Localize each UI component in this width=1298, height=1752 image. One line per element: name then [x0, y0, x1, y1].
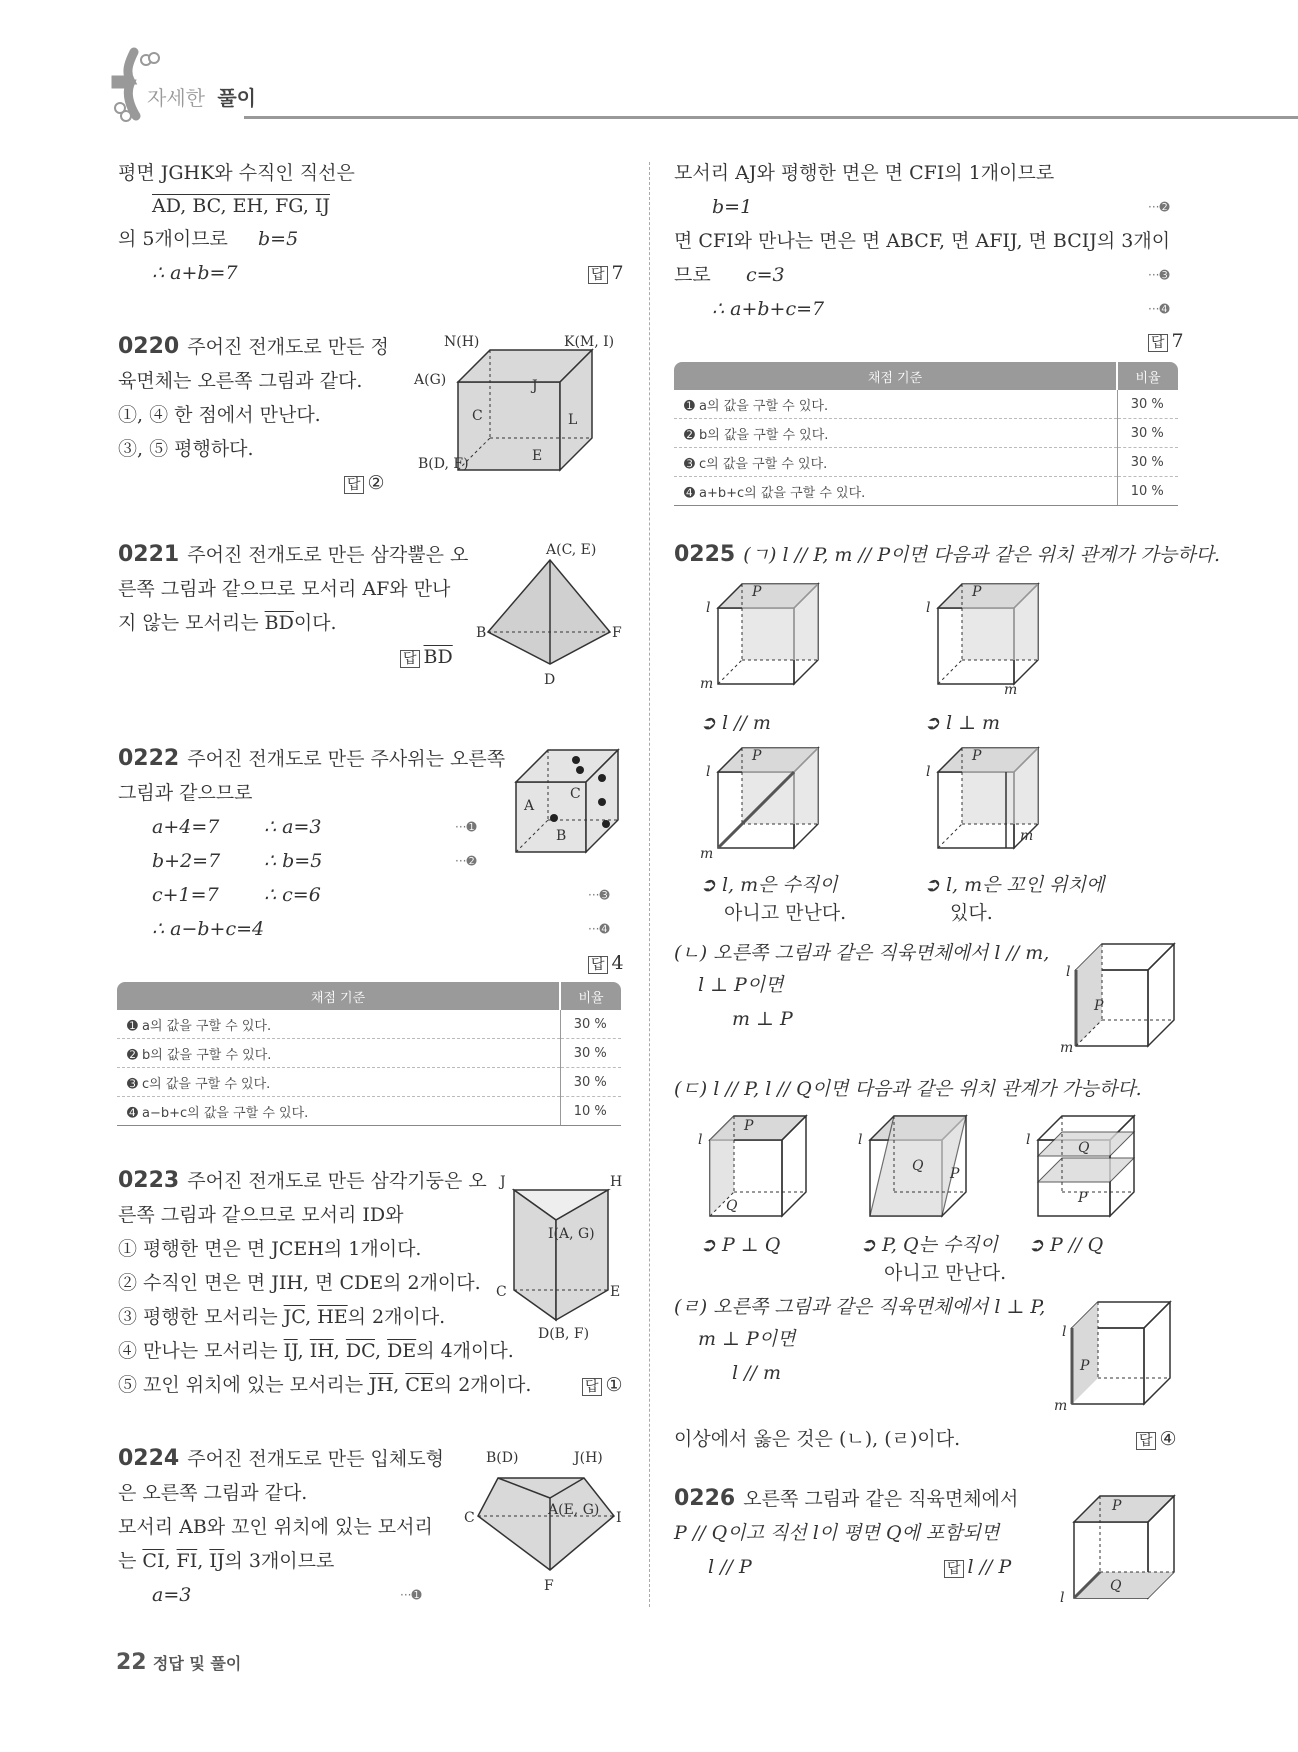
- cube-case-skew: [916, 740, 1056, 860]
- table-row: ➍ a+b+c의 값을 구할 수 있다. 10 %: [674, 477, 1178, 506]
- answer-icon: 답: [588, 266, 608, 284]
- p0224b-line1: 모서리 AJ와 평행한 면은 면 CFI의 1개이므로: [674, 162, 1055, 184]
- fig-label: E: [532, 448, 543, 464]
- fig-label: K(M, I): [564, 334, 615, 350]
- p0225-d3c: ➲ P // Q: [1028, 1234, 1104, 1256]
- svg-text:l: l: [698, 1132, 703, 1148]
- p0224b-line3: 면 CFI와 만나는 면은 면 ABCF, 면 AFIJ, 면 BCIJ의 3개이: [674, 230, 1171, 252]
- svg-text:l: l: [1060, 1590, 1065, 1606]
- fig-label: H: [610, 1174, 623, 1190]
- svg-text:P: P: [744, 1118, 754, 1134]
- svg-text:P: P: [1094, 998, 1104, 1014]
- svg-text:P: P: [752, 584, 762, 600]
- answer-icon: 답: [400, 650, 420, 668]
- p0219-line3: 의 5개이므로: [118, 228, 228, 250]
- p0220-answer: 답 ②: [344, 472, 385, 494]
- p0220-line4: ③, ⑤ 평행하다.: [118, 438, 254, 460]
- svg-text:m: m: [700, 846, 714, 860]
- p0222-answer: 답 4: [588, 952, 624, 974]
- p0222-number: 0222: [118, 746, 180, 771]
- cube-case-PparQ: [1022, 1106, 1152, 1226]
- p0225-case4a: ➲ l, m은 꼬인 위치에: [924, 874, 1105, 896]
- table-row: ➌ c의 값을 구할 수 있다. 30 %: [674, 448, 1178, 477]
- p0225-d2a: ➲ P, Q는 수직이: [860, 1234, 999, 1256]
- p0221-line3: 지 않는 모서리는 $\overline{BD}$이다.: [118, 612, 337, 634]
- p0224b-line4b: c=3: [746, 264, 785, 286]
- svg-text:l: l: [706, 764, 711, 780]
- p0219-line4: ∴ a+b=7: [152, 262, 238, 284]
- p0219-line3b: b=5: [258, 228, 299, 250]
- p0225-n3: m ⊥ P: [732, 1008, 793, 1030]
- svg-text:l: l: [1026, 1132, 1031, 1148]
- p0222-r1b: ∴ a=3: [264, 816, 322, 838]
- fig-label: B: [476, 625, 487, 641]
- svg-text:l: l: [858, 1132, 863, 1148]
- grading-table-0222: 채점 기준 비율 ➊ a의 값을 구할 수 있다. 30 % ➋ b의 값을 구할 수 있다. 30 % ➌ c의 값을 구할 수 있다. 30 % ➍ a−b+c의 값을 구할 수 있다. 10 %: [117, 982, 621, 1126]
- p0220-line3: ①, ④ 한 점에서 만난다.: [118, 404, 321, 426]
- p0225-line1: 0225 (ㄱ) l // P, m // P이면 다음과 같은 위치 관계가 가능하다.: [674, 542, 1221, 567]
- prism-figure-0223: [494, 1172, 628, 1342]
- cube-case-parallel: [696, 576, 836, 696]
- answer-icon: 답: [344, 476, 364, 494]
- p0223-line4: ② 수직인 면은 면 JIH, 면 CDE의 2개이다.: [118, 1272, 481, 1294]
- table-row: ➍ a−b+c의 값을 구할 수 있다. 10 %: [117, 1097, 621, 1126]
- answer-icon: 답: [1136, 1432, 1156, 1450]
- p0224b-marker4: ···➍: [1148, 302, 1170, 316]
- p0225-d2b: 아니고 만난다.: [884, 1262, 1007, 1284]
- svg-text:P: P: [972, 748, 982, 764]
- p0224-number: 0224: [118, 1446, 180, 1471]
- p0222-r2a: b+2=7: [152, 850, 221, 872]
- p0225-r1: (ㄹ) 오른쪽 그림과 같은 직육면체에서 l ⊥ P,: [674, 1296, 1046, 1318]
- fig-label: F: [612, 625, 622, 641]
- p0226-line2: P // Q이고 직선 l이 평면 Q에 포함되면: [674, 1522, 1000, 1544]
- p0223-line3: ① 평행한 면은 면 JCEH의 1개이다.: [118, 1238, 422, 1260]
- p0224b-line4: 므로: [674, 264, 711, 286]
- footer-label: 정답 및 풀이: [152, 1654, 242, 1673]
- table-row: ➋ b의 값을 구할 수 있다. 30 %: [117, 1039, 621, 1068]
- cube-case-PperpQ: [694, 1106, 824, 1226]
- svg-text:P: P: [1112, 1498, 1122, 1514]
- solid-figure-0224: [462, 1446, 632, 1596]
- p0225-case3b: 아니고 만난다.: [724, 902, 847, 924]
- dice-figure-0222: [510, 742, 630, 862]
- p0221-line1: 0221 주어진 전개도로 만든 삼각뿔은 오: [118, 542, 469, 567]
- p0222-r3-marker: ···➌: [588, 888, 610, 902]
- fig-label: D: [544, 672, 556, 688]
- p0222-r2b: ∴ b=5: [264, 850, 323, 872]
- p0224-line4: 는 $\overline{CI}$, $\overline{FI}$, $\overline{IJ}$의 3개이므로: [118, 1550, 335, 1572]
- fig-label: J: [532, 378, 538, 394]
- p0225-n1: (ㄴ) 오른쪽 그림과 같은 직육면체에서 l // m,: [674, 942, 1050, 964]
- svg-text:P: P: [1078, 1190, 1088, 1206]
- fig-label: F: [544, 1578, 554, 1594]
- answer-icon: 답: [944, 1560, 964, 1578]
- table-row: ➊ a의 값을 구할 수 있다. 30 %: [674, 390, 1178, 419]
- table-row: ➋ b의 값을 구할 수 있다. 30 %: [674, 419, 1178, 448]
- fig-label: B(D): [486, 1450, 519, 1466]
- cuboid-figure-r: [1052, 1294, 1182, 1414]
- p0222-r3b: ∴ c=6: [264, 884, 321, 906]
- fig-label: J(H): [574, 1450, 603, 1466]
- fig-label: A: [524, 798, 535, 814]
- p0224-line5: a=3: [152, 1584, 192, 1606]
- p0225-number: 0225: [674, 542, 736, 567]
- p0222-r1-marker: ···➊: [455, 820, 477, 834]
- tetrahedron-figure-0221: [476, 540, 626, 690]
- p0225-conclusion: 이상에서 옳은 것은 (ㄴ), (ㄹ)이다.: [674, 1428, 961, 1450]
- fig-label: I: [616, 1510, 622, 1526]
- p0225-case3a: ➲ l, m은 수직이: [700, 874, 838, 896]
- page-number: 22: [116, 1650, 147, 1675]
- svg-text:l: l: [926, 764, 931, 780]
- p0219-line2: AD, BC, EH, FG, IJ: [152, 195, 331, 217]
- cube-figure-0220: [410, 330, 630, 480]
- p0225-r3: l // m: [732, 1362, 781, 1384]
- fig-label: C: [464, 1510, 475, 1526]
- answer-icon: 답: [582, 1378, 602, 1396]
- p0222-line1: 0222 주어진 전개도로 만든 주사위는 오른쪽: [118, 746, 506, 771]
- p0224-marker1: ···➊: [400, 1588, 422, 1602]
- p0225-n2: l ⊥ P이면: [698, 974, 784, 996]
- svg-text:l: l: [1062, 1324, 1067, 1340]
- svg-text:Q: Q: [726, 1198, 738, 1214]
- p0225-answer: 답 ④: [1136, 1428, 1177, 1450]
- svg-text:m: m: [1060, 1040, 1074, 1056]
- p0225-case4b: 있다.: [950, 902, 993, 924]
- p0224b-line5: ∴ a+b+c=7: [712, 298, 825, 320]
- p0223-number: 0223: [118, 1168, 180, 1193]
- p0226-answer: 답 l // P: [944, 1556, 1011, 1578]
- fig-label: B(D, F): [418, 456, 469, 472]
- fig-label: C: [570, 786, 581, 802]
- p0226-line1: 0226 오른쪽 그림과 같은 직육면체에서: [674, 1486, 1019, 1511]
- svg-text:P: P: [950, 1166, 960, 1182]
- grading-table-0224: 채점 기준 비율 ➊ a의 값을 구할 수 있다. 30 % ➋ b의 값을 구할 수 있다. 30 % ➌ c의 값을 구할 수 있다. 30 % ➍ a+b+c의 값을 구할 수 있다. 10 %: [674, 362, 1178, 506]
- p0225-d1: (ㄷ) l // P, l // Q이면 다음과 같은 위치 관계가 가능하다.: [674, 1078, 1142, 1100]
- svg-text:P: P: [972, 584, 982, 600]
- p0222-r2-marker: ···➋: [455, 854, 477, 868]
- fig-label: L: [568, 412, 578, 428]
- svg-text:m: m: [1054, 1398, 1068, 1414]
- p0222-line2: 그림과 같으므로: [118, 782, 253, 804]
- p0221-line2: 른쪽 그림과 같으므로 모서리 AF와 만나: [118, 578, 451, 600]
- answer-icon: 답: [1148, 334, 1168, 352]
- p0223-line2: 른쪽 그림과 같으므로 모서리 ID와: [118, 1204, 404, 1226]
- fig-label: C: [472, 408, 483, 424]
- answer-icon: 답: [588, 956, 608, 974]
- fig-label: N(H): [444, 334, 480, 350]
- p0226-number: 0226: [674, 1486, 736, 1511]
- p0223-line5: ③ 평행한 모서리는 $\overline{JC}$, $\overline{HE}$의 2개이다.: [118, 1306, 446, 1328]
- fig-label: E: [610, 1284, 621, 1300]
- p0223-line7: ⑤ 꼬인 위치에 있는 모서리는 $\overline{JH}$, $\overline{CE}$의 2개이다.: [118, 1374, 532, 1396]
- cuboid-figure-0226: [1058, 1486, 1188, 1606]
- p0225-case2: ➲ l ⊥ m: [924, 712, 1000, 734]
- svg-text:l: l: [706, 600, 711, 616]
- svg-text:P: P: [1080, 1358, 1090, 1374]
- cube-case-intersect: [696, 740, 836, 860]
- header-rule: [244, 116, 1298, 119]
- p0224b-marker3: ···➌: [1148, 268, 1170, 282]
- p0224b-answer: 답 7: [1148, 330, 1184, 352]
- fig-label: A(G): [414, 372, 447, 388]
- svg-text:P: P: [752, 748, 762, 764]
- table-row: ➊ a의 값을 구할 수 있다. 30 %: [117, 1010, 621, 1039]
- p0222-r1a: a+4=7: [152, 816, 220, 838]
- p0220-number: 0220: [118, 334, 180, 359]
- p0222-r3a: c+1=7: [152, 884, 219, 906]
- p0225-case1: ➲ l // m: [700, 712, 771, 734]
- p0224-line2: 은 오른쪽 그림과 같다.: [118, 1482, 308, 1504]
- p0223-line1: 0223 주어진 전개도로 만든 삼각기둥은 오: [118, 1168, 487, 1193]
- fig-label: D(B, F): [538, 1326, 590, 1342]
- fig-label: B: [556, 828, 567, 844]
- cube-case-PQmeet: [854, 1106, 984, 1226]
- svg-text:Q: Q: [912, 1158, 924, 1174]
- svg-text:m: m: [700, 676, 714, 692]
- header-title: 풀이: [217, 86, 256, 110]
- p0224-line1: 0224 주어진 전개도로 만든 입체도형: [118, 1446, 444, 1471]
- fig-label: I(A, G): [548, 1226, 595, 1242]
- header-prefix: 자세한: [147, 86, 205, 110]
- p0224-line3: 모서리 AB와 꼬인 위치에 있는 모서리: [118, 1516, 433, 1538]
- column-divider: [649, 162, 650, 1607]
- svg-text:Q: Q: [1078, 1140, 1090, 1156]
- footer: [116, 1650, 241, 1675]
- p0223-line6: ④ 만나는 모서리는 $\overline{IJ}$, $\overline{IH}$, $\overline{DC}$, $\overline{DE}$의 4개이다.: [118, 1340, 514, 1362]
- p0219-answer: 답 7: [588, 262, 624, 284]
- table-row: ➌ c의 값을 구할 수 있다. 30 %: [117, 1068, 621, 1097]
- p0222-r4a: ∴ a−b+c=4: [152, 918, 265, 940]
- p0220-line2: 육면체는 오른쪽 그림과 같다.: [118, 370, 363, 392]
- fig-label: A(C, E): [546, 542, 597, 558]
- svg-text:l: l: [1066, 964, 1071, 980]
- cuboid-figure-n: [1058, 936, 1188, 1056]
- svg-text:l: l: [926, 600, 931, 616]
- fig-label: C: [496, 1284, 507, 1300]
- p0221-number: 0221: [118, 542, 180, 567]
- p0225-r2: m ⊥ P이면: [698, 1328, 796, 1350]
- fig-label: J: [500, 1174, 506, 1190]
- p0226-line3: l // P: [708, 1556, 752, 1578]
- svg-text:m: m: [1020, 828, 1034, 844]
- header: [0, 0, 1298, 140]
- p0224b-marker2: ···➋: [1148, 200, 1170, 214]
- p0225-d1c: ➲ P ⊥ Q: [700, 1234, 781, 1256]
- p0222-r4-marker: ···➍: [588, 922, 610, 936]
- fig-label: A(E, G): [548, 1502, 600, 1518]
- p0221-answer: 답 $\overline{BD}$: [400, 646, 453, 668]
- p0224b-line2: b=1: [712, 196, 753, 218]
- p0219-line1: 평면 JGHK와 수직인 직선은: [118, 162, 355, 184]
- p0223-answer: 답 ①: [582, 1374, 623, 1396]
- p0220-line1: 0220 주어진 전개도로 만든 정: [118, 334, 389, 359]
- svg-text:m: m: [1004, 682, 1018, 696]
- cube-case-perpendicular: [916, 576, 1056, 696]
- svg-text:Q: Q: [1110, 1578, 1122, 1594]
